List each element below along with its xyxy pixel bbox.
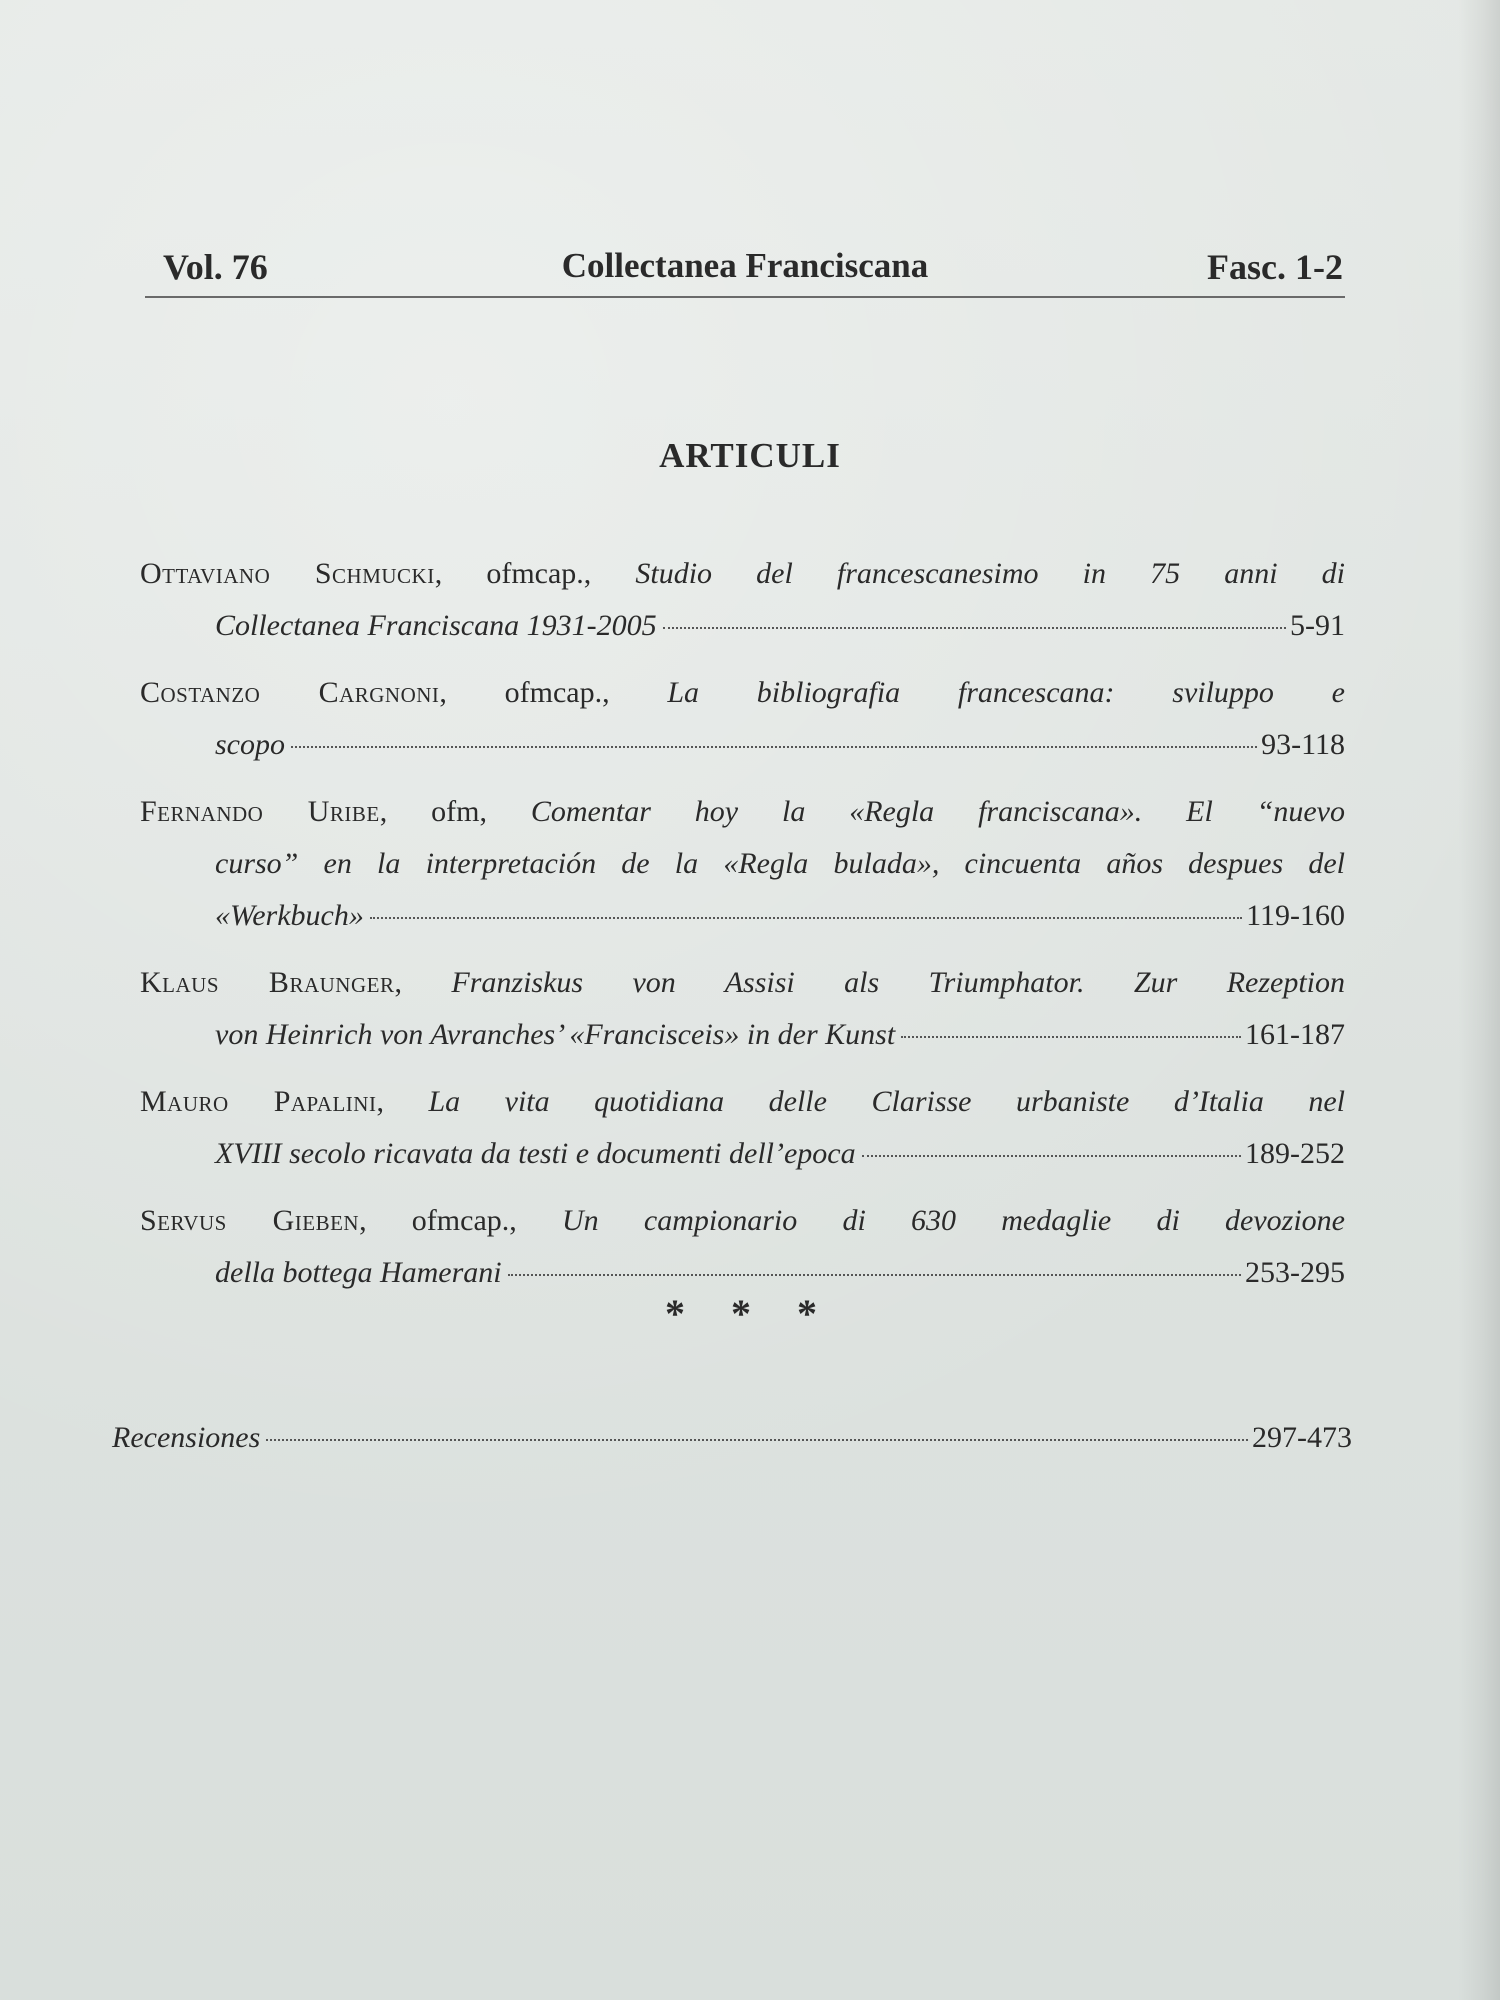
dot-leader [291,746,1257,748]
toc-entry-continuation-line [140,600,1345,652]
toc-entry [140,548,1345,652]
dot-leader [862,1155,1241,1157]
author-order: , ofm, [379,795,531,828]
article-title-continued: XVIII secolo ricavata da testi e documenti dell’epoca [215,1137,856,1170]
dot-leader [663,627,1286,629]
section-title: ARTICULI [659,436,841,475]
toc-entry [140,1076,1345,1180]
toc-entry [140,1195,1345,1299]
volume-number: Vol. 76 [163,247,268,287]
toc-entry-first-line [140,1195,1345,1247]
article-title: Studio del francescanesimo in 75 anni di [635,557,1345,590]
dot-leader [266,1439,1248,1441]
dot-leader [508,1274,1241,1276]
issue-number: Fasc. 1-2 [1207,247,1343,287]
article-title: La vita quotidiana delle Clarisse urbaniste d’Italia nel [428,1085,1345,1118]
toc-entry [140,957,1345,1061]
page-range: 253-295 [1245,1256,1345,1289]
recensiones-pages: 297-473 [1252,1421,1352,1454]
article-title-continued: della bottega Hamerani [215,1256,502,1289]
author-order: , ofmcap., [434,557,636,590]
article-author: Klaus Braunger [140,966,395,999]
dot-leader [901,1036,1241,1038]
article-author: Fernando Uribe [140,795,380,828]
page-range: 119-160 [1246,899,1345,932]
article-title-continued: scopo [215,728,285,761]
article-title: La bibliografia francescana: sviluppo e [667,676,1345,709]
toc-entry-first-line [140,667,1345,719]
article-author: Costanzo Cargnoni [140,676,440,709]
article-title-continued: von Heinrich von Avranches’ «Francisceis» in der Kunst [215,1018,896,1051]
journal-title: Collectanea Franciscana [561,246,929,285]
article-author: Mauro Papalini [140,1085,377,1118]
article-title-continued: Collectanea Franciscana 1931-2005 [215,609,657,642]
author-order: , [394,966,452,999]
toc-entry-first-line [140,548,1345,600]
article-title-continued: curso” en la interpretación de la «Regla bulada», cincuenta años despues del [215,847,1345,880]
article-title-continued: «Werkbuch» [215,899,364,932]
dot-leader [370,917,1242,919]
toc-entry-continuation-line [140,1128,1345,1180]
toc-entry-recensiones [112,1412,1352,1464]
article-title: Comentar hoy la «Regla franciscana». El “nuevo [530,795,1345,828]
toc-entry-continuation-line [140,719,1345,771]
article-author: Ottaviano Schmucki [140,557,435,590]
toc-entry-continuation-line [140,838,1345,890]
page-range: 93-118 [1261,728,1345,761]
article-title: Franziskus von Assisi als Triumphator. Zur Rezeption [451,966,1345,999]
author-order: , ofmcap., [439,676,668,709]
author-order: , [376,1085,429,1118]
recensiones-label: Recensiones [112,1421,261,1454]
author-order: , ofmcap., [359,1204,562,1237]
article-title: Un campionario di 630 medaglie di devozione [562,1204,1345,1237]
page-range: 161-187 [1245,1018,1345,1051]
toc-entry-first-line [140,1076,1345,1128]
toc-entry-continuation-line [140,890,1345,942]
article-author: Servus Gieben [140,1204,360,1237]
toc-entry-first-line [140,957,1345,1009]
page-range: 5-91 [1290,609,1345,642]
toc-entry [140,667,1345,771]
page-range: 189-252 [1245,1137,1345,1170]
running-header [145,240,1345,298]
toc-entry [140,786,1345,942]
section-separator: * * * [665,1291,835,1336]
toc-entry-continuation-line [140,1009,1345,1061]
toc-entry-first-line [140,786,1345,838]
table-of-contents [140,548,1345,1314]
page-edge-shadow [1458,0,1500,2000]
